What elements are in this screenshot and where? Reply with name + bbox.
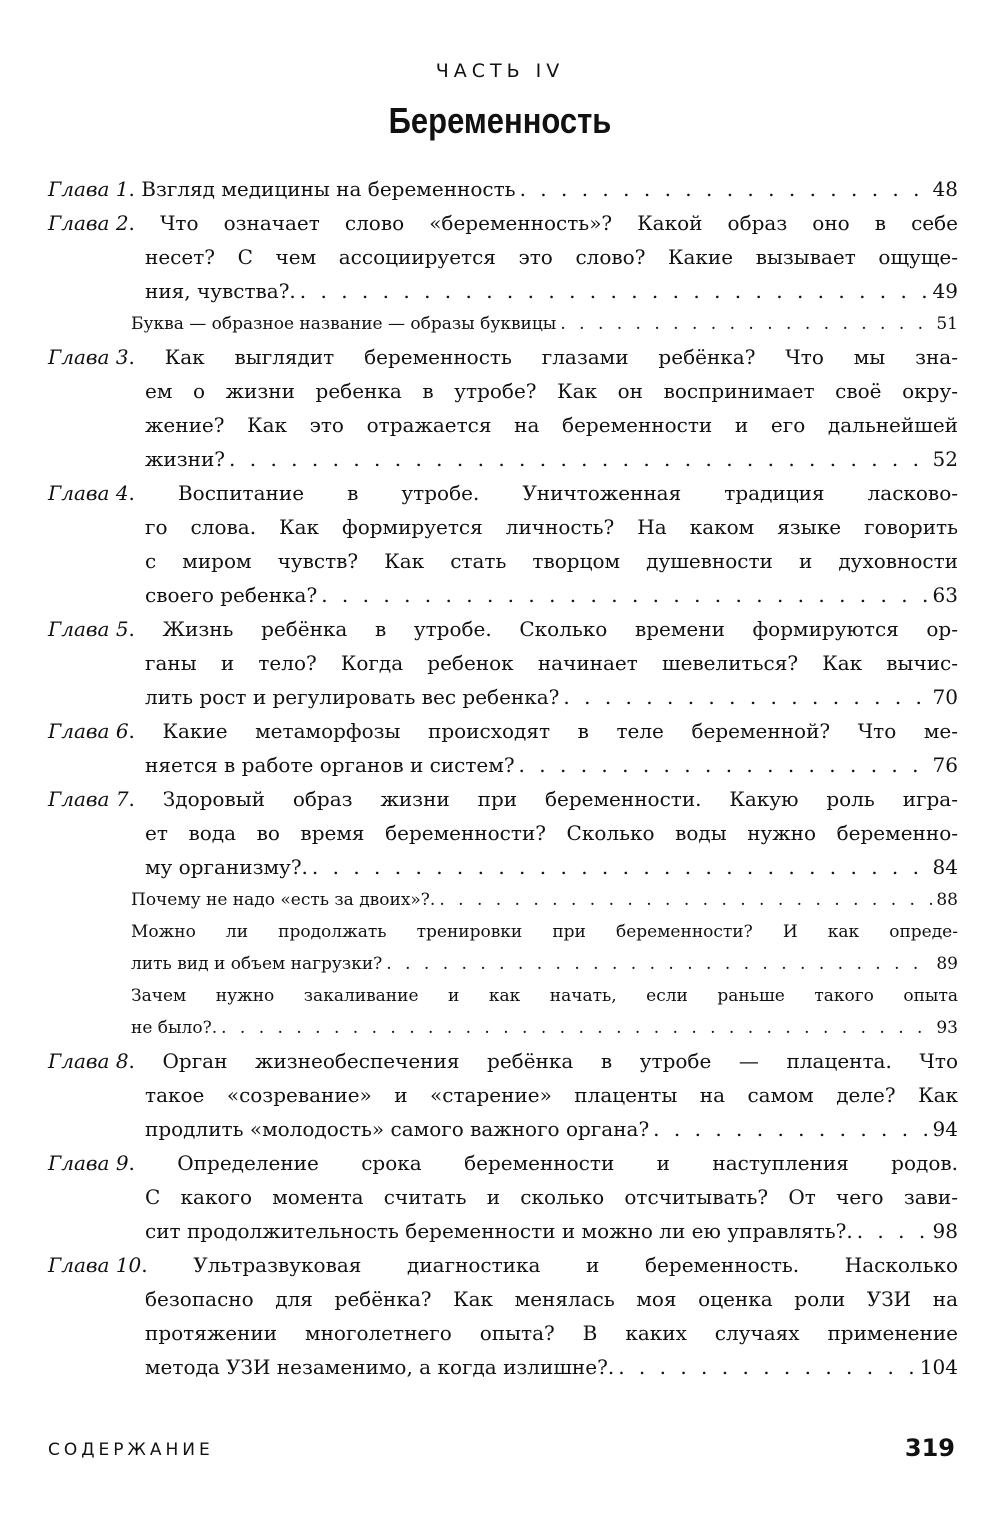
toc-page-number: 94 bbox=[932, 1117, 958, 1141]
toc-entry-text: метода УЗИ незаменимо, а когда излишне?. bbox=[145, 1355, 615, 1379]
toc-entry-text: жизни? bbox=[145, 447, 226, 471]
dot-leader bbox=[221, 1012, 932, 1044]
toc-entry-text: не было?. bbox=[131, 1018, 218, 1038]
dot-leader bbox=[563, 680, 928, 714]
toc-page-number: 98 bbox=[932, 1219, 958, 1243]
toc-entry-text: такое «созревание» и «старение» плаценты на самом деле? Как bbox=[145, 1083, 958, 1107]
toc-page-number: 104 bbox=[919, 1355, 958, 1379]
chapter-label: Глава 5 bbox=[48, 617, 129, 641]
toc-subsection-entry[interactable] bbox=[48, 308, 958, 340]
toc-chapter-entry[interactable] bbox=[48, 1146, 958, 1248]
toc-chapter-entry[interactable] bbox=[48, 1044, 958, 1146]
toc-chapter-entry[interactable] bbox=[48, 476, 958, 612]
toc-chapter-entry[interactable] bbox=[48, 340, 958, 476]
toc-entry-text: Зачем нужно закаливание и как начать, если раньше такого опыта bbox=[131, 986, 958, 1006]
toc-entry-text: лить вид и объем нагрузки? bbox=[131, 954, 383, 974]
toc-page-number: 70 bbox=[932, 685, 958, 709]
toc-entry-text: С какого момента считать и сколько отсчитывать? От чего зави- bbox=[145, 1185, 958, 1209]
toc-page-number: 89 bbox=[936, 954, 958, 974]
toc-entry-text: . Ультразвуковая диагностика и беременность. Насколько bbox=[141, 1253, 958, 1277]
toc-entry-text: му организму?. bbox=[145, 855, 308, 879]
toc-subsection-entry[interactable] bbox=[48, 916, 958, 980]
toc-entry-text: ния, чувства?. bbox=[145, 279, 296, 303]
toc-entry-text: несет? С чем ассоциируется это слово? Какие вызывает ощуще- bbox=[145, 245, 958, 269]
dot-leader bbox=[519, 748, 929, 782]
toc-page-number: 51 bbox=[936, 314, 958, 334]
toc-entry-text: Буква — образное название — образы буквицы bbox=[131, 314, 557, 334]
dot-leader bbox=[857, 1214, 929, 1248]
toc-page-number: 76 bbox=[932, 753, 958, 777]
toc-page-number: 88 bbox=[936, 890, 958, 910]
toc-page-number: 63 bbox=[932, 583, 958, 607]
toc-entry-text: ганы и тело? Когда ребенок начинает шевелиться? Как вычис- bbox=[145, 651, 958, 675]
chapter-label: Глава 9 bbox=[48, 1151, 129, 1175]
dot-leader bbox=[520, 172, 929, 206]
toc-entry-text: безопасно для ребёнка? Как менялась моя оценка роли УЗИ на bbox=[145, 1287, 958, 1311]
toc-entry-text: няется в работе органов и систем? bbox=[145, 753, 515, 777]
toc-entry-text: . Как выглядит беременность глазами ребёнка? Что мы зна- bbox=[128, 345, 958, 369]
toc-chapter-entry[interactable] bbox=[48, 612, 958, 714]
toc-chapter-entry[interactable] bbox=[48, 1248, 958, 1384]
toc-subsection-entry[interactable] bbox=[48, 980, 958, 1044]
toc-entry-text: сит продолжительность беременности и можно ли ею управлять?. bbox=[145, 1219, 853, 1243]
toc-entry-text: . Что означает слово «беременность»? Какой образ оно в себе bbox=[128, 211, 958, 235]
chapter-label: Глава 7 bbox=[48, 787, 129, 811]
dot-leader bbox=[312, 850, 929, 884]
chapter-label: Глава 2 bbox=[48, 211, 129, 235]
toc-entry-text: Можно ли продолжать тренировки при беременности? И как опреде- bbox=[131, 922, 958, 942]
toc-entry-text: своего ребенка? bbox=[145, 583, 318, 607]
toc-entry-text: . Воспитание в утробе. Уничтоженная традиция ласково- bbox=[128, 481, 958, 505]
toc-page-number: 48 bbox=[932, 177, 958, 201]
toc-entry-text: ем о жизни ребенка в утробе? Как он воспринимает своё окру- bbox=[145, 379, 958, 403]
dot-leader bbox=[653, 1112, 928, 1146]
toc-entry-text: лить рост и регулировать вес ребенка? bbox=[145, 685, 560, 709]
toc-entry-text: ет вода во время беременности? Сколько воды нужно беременно- bbox=[145, 821, 958, 845]
toc-entry-text: продлить «молодость» самого важного органа? bbox=[145, 1117, 650, 1141]
toc-entry-text: . Определение срока беременности и наступления родов. bbox=[128, 1151, 958, 1175]
toc-entry-text: . Какие метаморфозы происходят в теле беременной? Что ме- bbox=[128, 719, 958, 743]
toc-entry-text: Почему не надо «есть за двоих»?. bbox=[131, 890, 436, 910]
toc-entry-text: жение? Как это отражается на беременности и его дальнейшей bbox=[145, 413, 958, 437]
toc-entry-text: с миром чувств? Как стать творцом душевности и духовности bbox=[145, 549, 958, 573]
toc-entry-text: . Жизнь ребёнка в утробе. Сколько времени формируются ор- bbox=[128, 617, 958, 641]
toc-chapter-entry[interactable] bbox=[48, 714, 958, 782]
toc-chapter-entry[interactable] bbox=[48, 782, 958, 884]
toc-page-number: 84 bbox=[932, 855, 958, 879]
toc-subsection-entry[interactable] bbox=[48, 884, 958, 916]
toc-entry-text: . Орган жизнеобеспечения ребёнка в утробе — плацента. Что bbox=[128, 1049, 958, 1073]
dot-leader bbox=[300, 274, 929, 308]
dot-leader bbox=[386, 948, 932, 980]
chapter-label: Глава 6 bbox=[48, 719, 129, 743]
dot-leader bbox=[618, 1350, 916, 1384]
chapter-label: Глава 3 bbox=[48, 345, 129, 369]
toc-page-number: 49 bbox=[932, 279, 958, 303]
table-of-contents bbox=[48, 172, 958, 1384]
chapter-label: Глава 4 bbox=[48, 481, 129, 505]
toc-entry-text: протяжении многолетнего опыта? В каких случаях применение bbox=[145, 1321, 958, 1345]
part-title: Беременность bbox=[388, 100, 612, 141]
page-number: 319 bbox=[904, 1434, 955, 1462]
toc-page-number: 52 bbox=[932, 447, 958, 471]
toc-entry-text: . Взгляд медицины на беременность bbox=[128, 177, 516, 201]
dot-leader bbox=[560, 308, 932, 340]
running-footer: СОДЕРЖАНИЕ bbox=[48, 1440, 214, 1460]
chapter-label: Глава 1 bbox=[48, 177, 129, 201]
chapter-label: Глава 10 bbox=[48, 1253, 142, 1277]
chapter-label: Глава 8 bbox=[48, 1049, 129, 1073]
dot-leader bbox=[439, 884, 932, 916]
toc-chapter-entry[interactable] bbox=[48, 172, 958, 206]
toc-entry-text: го слова. Как формируется личность? На каком языке говорить bbox=[145, 515, 958, 539]
toc-page-number: 93 bbox=[936, 1018, 958, 1038]
part-label: ЧАСТЬ IV bbox=[435, 60, 565, 82]
dot-leader bbox=[229, 442, 929, 476]
toc-chapter-entry[interactable] bbox=[48, 206, 958, 308]
dot-leader bbox=[321, 578, 928, 612]
toc-entry-text: . Здоровый образ жизни при беременности. Какую роль игра- bbox=[128, 787, 958, 811]
